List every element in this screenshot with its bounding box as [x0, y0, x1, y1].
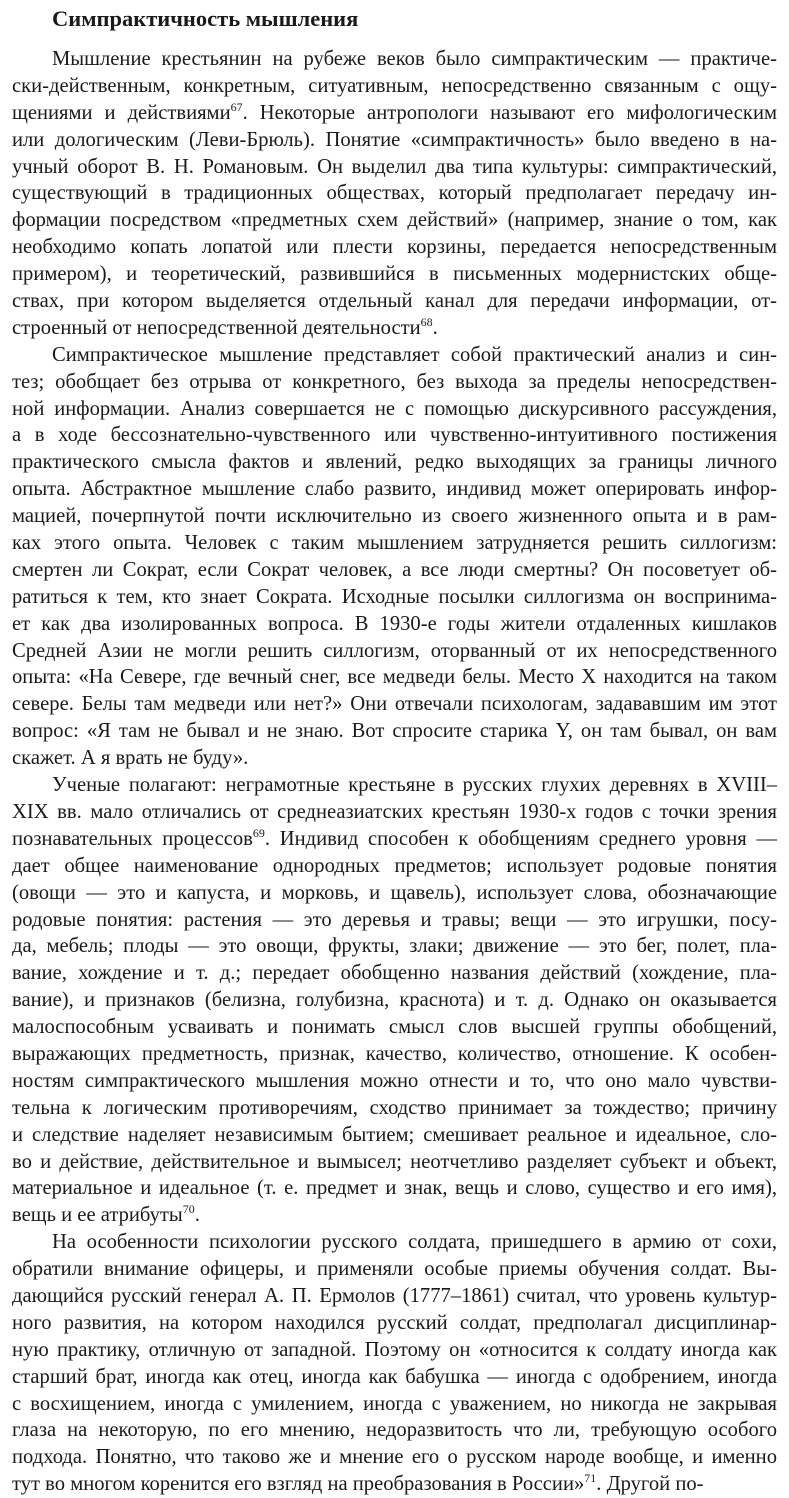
text-segment: тез; обобщает без отрыва от конкретного, без выхода за пределы непосредствен- [12, 370, 777, 393]
text-line [12, 1364, 777, 1391]
text-line [12, 530, 777, 557]
text-line [12, 288, 777, 315]
text-segment: необходимо копать лопатой или плести корзины, передается непосредственным [12, 236, 777, 259]
text-line [12, 1229, 777, 1256]
text-segment: опыта: «На Севере, где вечный снег, все медведи белы. Место Х находится на таком [12, 666, 777, 689]
text-line [12, 1444, 777, 1471]
text-line [12, 611, 777, 638]
text-segment: с восхищением, иногда с умилением, иногда с уважением, но никогда не закрывая [12, 1392, 777, 1415]
text-segment: ет как два изолированных вопроса. В 1930-е годы жители отдаленных кишлаков [12, 612, 777, 635]
text-line [12, 853, 777, 880]
text-line [12, 1041, 777, 1068]
text-segment: ной информации. Анализ совершается не с помощью дискурсивного рассуждения, [12, 397, 777, 420]
text-line [12, 342, 777, 369]
section-title: Симпрактичность мышления [52, 6, 359, 31]
text-segment: XIX вв. мало отличались от среднеазиатских крестьян 1930-х годов с точки зрения [12, 800, 777, 823]
text-segment: На особенности психологии русского солдата, пришедшего в армию от сохи, [52, 1231, 777, 1254]
text-segment: формации посредством «предметных схем действий» (например, знание о том, как [12, 209, 777, 232]
text-segment: севере. Белы там медведи или нет?» Они отвечали психологам, задававшим им этот [12, 693, 777, 716]
text-line [12, 933, 777, 960]
text-segment: глаза на некоторую, по его мнению, недоразвитость что ли, требующую особого [12, 1419, 777, 1442]
text-line [12, 315, 777, 342]
text-segment: родовые понятия: растения — это деревья и травы; вещи — это игрушки, посу- [12, 908, 777, 931]
text-segment: тельна к логическим противоречиям, сходство принимает за тождество; причину [12, 1096, 777, 1119]
text-line [12, 1122, 777, 1149]
text-line [12, 745, 777, 772]
text-segment: опыта. Абстрактное мышление слабо развито, индивид может оперировать инфор- [12, 478, 777, 501]
text-line [12, 691, 777, 718]
text-segment: вещь и ее атрибуты [12, 1204, 183, 1227]
text-line [12, 261, 777, 288]
text-segment: строенный от непосредственной деятельности [12, 316, 421, 339]
text-line [12, 1471, 777, 1498]
text-line [12, 1095, 777, 1122]
text-segment: примером), и теоретический, развившийся в письменных модернистских обще- [12, 263, 777, 286]
text-segment: старший брат, иногда как отец, иногда как бабушка — иногда с одобрением, иногда [12, 1365, 777, 1388]
text-segment: . Некоторые антропологи называют его мифологическим [242, 101, 777, 124]
footnote-ref[interactable]: 69 [252, 825, 265, 840]
text-segment: и следствие наделяет независимым бытием; смешивает реальное и идеальное, сло- [12, 1123, 777, 1146]
paragraph [12, 772, 777, 1229]
text-line [12, 73, 777, 100]
text-segment: мацией, почерпнутой почти исключительно из своего жизненного опыта и в рам- [12, 505, 777, 528]
text-segment: малоспособным усваивать и понимать смысл слов высшей группы обобщений, [12, 1016, 777, 1039]
paragraph [12, 1229, 777, 1498]
text-line [12, 772, 777, 799]
text-segment: дающийся русский генерал А. П. Ермолов (1777–1861) считал, что уровень культур- [12, 1284, 777, 1307]
text-line [12, 584, 777, 611]
text-segment: ного развития, на котором находился русский солдат, предполагал дисциплинар- [12, 1311, 777, 1334]
text-segment: практического смысла фактов и явлений, редко выходящих за границы личного [12, 451, 777, 474]
text-segment: обратили внимание офицеры, и применяли особые приемы обучения солдат. Вы- [12, 1258, 777, 1281]
text-segment: скажет. А я врать не буду». [12, 747, 249, 770]
text-segment: . Индивид способен к обобщениям среднего уровня — [264, 827, 777, 850]
text-line [12, 799, 777, 826]
text-line [12, 960, 777, 987]
text-segment: вание, хождение и т. д.; передает обобщенно названия действий (хождение, пла- [12, 962, 777, 985]
text-segment: ках этого опыта. Человек с таким мышлением затрудняется решить силлогизм: [12, 532, 777, 555]
text-line [12, 1202, 777, 1229]
text-segment: вание), и признаков (белизна, голубизна, краснота) и т. д. Однако он оказывается [12, 989, 777, 1012]
text-line [12, 1283, 777, 1310]
text-line [12, 422, 777, 449]
text-segment: ратиться к тем, кто знает Сократа. Исходные посылки силлогизма он воспринима- [12, 585, 777, 608]
text-segment: . Другой по- [596, 1473, 704, 1496]
text-line [12, 1014, 777, 1041]
text-line [12, 718, 777, 745]
text-segment: (овощи — это и капуста, и морковь, и щавель), использует слова, обозначающие [12, 881, 777, 904]
text-line [12, 638, 777, 665]
text-line [12, 1256, 777, 1283]
text-line [12, 1310, 777, 1337]
text-line [12, 987, 777, 1014]
paragraph [12, 342, 777, 772]
footnote-ref[interactable]: 71 [584, 1471, 597, 1486]
text-line [12, 664, 777, 691]
text-line [12, 1417, 777, 1444]
text-segment: учный оборот В. Н. Романовым. Он выделил два типа культуры: симпрактический, [12, 155, 777, 178]
text-segment: Симпрактическое мышление представляет собой практический анализ и син- [52, 343, 777, 366]
text-segment: . [194, 1204, 200, 1227]
text-segment: тут во многом коренится его взгляд на преобразования в России» [12, 1473, 585, 1496]
text-segment: ностям симпрактического мышления можно отнести и то, что оно мало чувстви- [12, 1069, 777, 1092]
text-segment: щениями и действиями [12, 101, 231, 124]
text-segment: ную практику, отличную от западной. Поэтому он «относится к солдату иногда как [12, 1338, 777, 1361]
text-segment: дает общее наименование однородных предметов; использует родовые понятия [12, 854, 777, 877]
text-line [12, 127, 777, 154]
text-line [12, 557, 777, 584]
text-line [12, 396, 777, 423]
text-segment: материальное и идеальное (т. е. предмет и знак, вещь и слово, существо и его имя), [12, 1177, 777, 1200]
text-segment: . [432, 316, 438, 339]
text-line [12, 100, 777, 127]
paragraph [12, 46, 777, 342]
text-segment: ствах, при котором выделяется отдельный канал для передачи информации, от- [12, 290, 777, 313]
text-segment: или дологическим (Леви-Брюль). Понятие «симпрактичность» было введено в на- [12, 128, 777, 151]
text-line [12, 1068, 777, 1095]
text-line [12, 880, 777, 907]
text-line [12, 234, 777, 261]
text-segment: познавательных процессов [12, 827, 253, 850]
text-segment: смертен ли Сократ, если Сократ человек, а все люди смертны? Он посоветует об- [12, 558, 777, 581]
text-line [12, 180, 777, 207]
text-segment: а в ходе бессознательно-чувственного или чувственно-интуитивного постижения [12, 424, 777, 447]
text-segment: да, мебель; плоды — это овощи, фрукты, злаки; движение — это бег, полет, пла- [12, 935, 777, 958]
text-line [12, 503, 777, 530]
text-segment: во и действие, действительное и вымысел; неотчетливо разделяет субъект и объект, [12, 1150, 777, 1173]
text-segment: Средней Азии не могли решить силлогизм, оторванный от их непосредственного [12, 639, 777, 662]
text-line [12, 1175, 777, 1202]
text-line [12, 826, 777, 853]
text-segment: существующий в традиционных обществах, который предполагает передачу ин- [12, 182, 777, 205]
text-segment: вопрос: «Я там не бывал и не знаю. Вот спросите старика Y, он там бывал, он вам [12, 720, 777, 743]
text-line [12, 449, 777, 476]
text-line [12, 1337, 777, 1364]
text-segment: Ученые полагают: неграмотные крестьяне в русских глухих деревнях в XVIII– [52, 774, 777, 797]
text-segment: Мышление крестьянин на рубеже веков было симпрактическим — практиче- [52, 48, 777, 70]
text-segment: подхода. Понятно, что таково же и мнение его о русском народе вообще, и именно [12, 1446, 777, 1469]
text-line [12, 907, 777, 934]
text-segment: ски-действенным, конкретным, ситуативным, непосредственно связанным с ощу- [12, 74, 777, 97]
text-line [12, 1149, 777, 1176]
text-body [12, 46, 777, 1498]
text-line [12, 154, 777, 181]
text-line [12, 476, 777, 503]
text-line [12, 207, 777, 234]
text-segment: выражающих предметность, признак, качество, количество, отношение. К особен- [12, 1042, 777, 1065]
text-line [12, 46, 777, 73]
text-line [12, 369, 777, 396]
footnote-ref[interactable]: 67 [230, 99, 243, 114]
footnote-ref[interactable]: 68 [420, 315, 433, 330]
footnote-ref[interactable]: 70 [182, 1202, 195, 1217]
text-line [12, 1391, 777, 1418]
